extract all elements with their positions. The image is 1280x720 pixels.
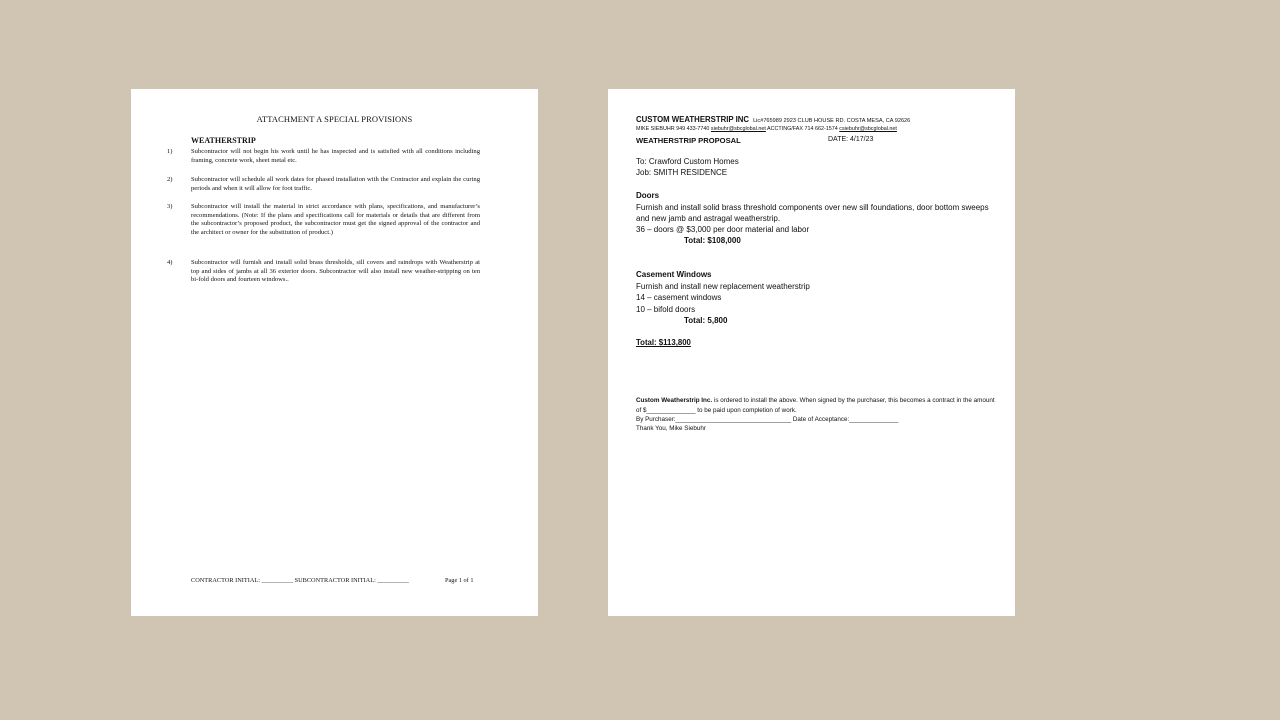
- bifold-line: 10 – bifold doors: [636, 305, 696, 314]
- page-number: Page 1 of 1: [445, 577, 474, 584]
- letterhead-line: [636, 115, 910, 124]
- item-number: 3): [167, 203, 173, 210]
- email-link[interactable]: siebuhr@sbcglobal.net: [710, 126, 766, 132]
- item-text: Subcontractor will install the material in strict accordance with plans, specifications, and manufacturer’s recommendations. (Note: If the plans and specifications call for materials or details that are different from the subcontractor’s proposed product, the subcontractor must get the signed approval of the contractor and the architect or owner for the substitution of product.): [191, 203, 480, 236]
- grand-total: Total: $113,800: [636, 338, 691, 347]
- section-heading: WEATHERSTRIP: [191, 136, 256, 145]
- proposal-title: WEATHERSTRIP PROPOSAL: [636, 136, 741, 145]
- casement-description: Furnish and install new replacement weatherstrip: [636, 282, 810, 291]
- item-number: 4): [167, 259, 173, 266]
- license-address: Lic#765989 2923 CLUB HOUSE RD. COSTA MESA, CA 92626: [753, 118, 911, 124]
- doors-line: 36 – doors @ $3,000 per door material and labor: [636, 225, 810, 234]
- list-item: [167, 259, 480, 285]
- signature-line: By Purchaser:_________________________________ Date of Acceptance:______________: [636, 416, 899, 423]
- item-number: 1): [167, 148, 173, 155]
- item-number: 2): [167, 176, 173, 183]
- thank-you: Thank You, Mike Siebuhr: [636, 425, 707, 432]
- list-item: [167, 203, 480, 237]
- item-text: Subcontractor will schedule all work dates for phased installation with the Contractor and explain the curing periods and when it will allow for foot traffic.: [191, 176, 480, 192]
- proposal-date: DATE: 4/17/23: [828, 136, 874, 143]
- casement-heading: Casement Windows: [636, 270, 712, 279]
- page-title: ATTACHMENT A SPECIAL PROVISIONS: [256, 114, 413, 124]
- job-name: Job: SMITH RESIDENCE: [636, 168, 728, 177]
- company-name: CUSTOM WEATHERSTRIP INC: [636, 115, 750, 124]
- list-item: [167, 148, 480, 165]
- item-text: Subcontractor will furnish and install solid brass thresholds, sill covers and raindrops with Weatherstrip at top and sides of jambs at all 36 exterior doors. Subcontractor will also install new weather-stripping on ten bi-fold doors and fourteen windows..: [191, 259, 480, 284]
- list-item: [167, 176, 480, 193]
- closing-paragraph: [636, 396, 996, 415]
- initials-footer: CONTRACTOR INITIAL: __________ SUBCONTRACTOR INITIAL: __________: [191, 577, 409, 584]
- doors-total: Total: $108,000: [684, 236, 741, 245]
- closing-company: Custom Weatherstrip Inc.: [636, 397, 713, 404]
- special-provisions-page: [131, 89, 538, 616]
- closing-sentence: is ordered to install the above. When signed by the purchaser, this becomes a contract in the amount of $______________ to be paid upon completion of work.: [636, 397, 995, 414]
- casement-line: 14 – casement windows: [636, 293, 722, 302]
- contact-prefix: MIKE SIEBUHR 949 433-7740: [636, 126, 711, 132]
- proposal-page: [608, 89, 1015, 616]
- email-link[interactable]: csiebuhr@sbcglobal.net: [839, 126, 897, 132]
- doors-heading: Doors: [636, 191, 660, 200]
- contact-line: [636, 126, 897, 132]
- contact-fax: ACCTING/FAX 714 662-1574: [765, 126, 840, 132]
- recipient: To: Crawford Custom Homes: [636, 157, 739, 166]
- doors-description: Furnish and install solid brass threshold components over new sill foundations, door bottom sweeps and new jamb and astragal weatherstrip.: [636, 203, 989, 224]
- casement-total: Total: 5,800: [684, 316, 728, 325]
- item-text: Subcontractor will not begin his work until he has inspected and is satisfied with all conditions including framing, concrete work, sheet metal etc.: [191, 148, 480, 164]
